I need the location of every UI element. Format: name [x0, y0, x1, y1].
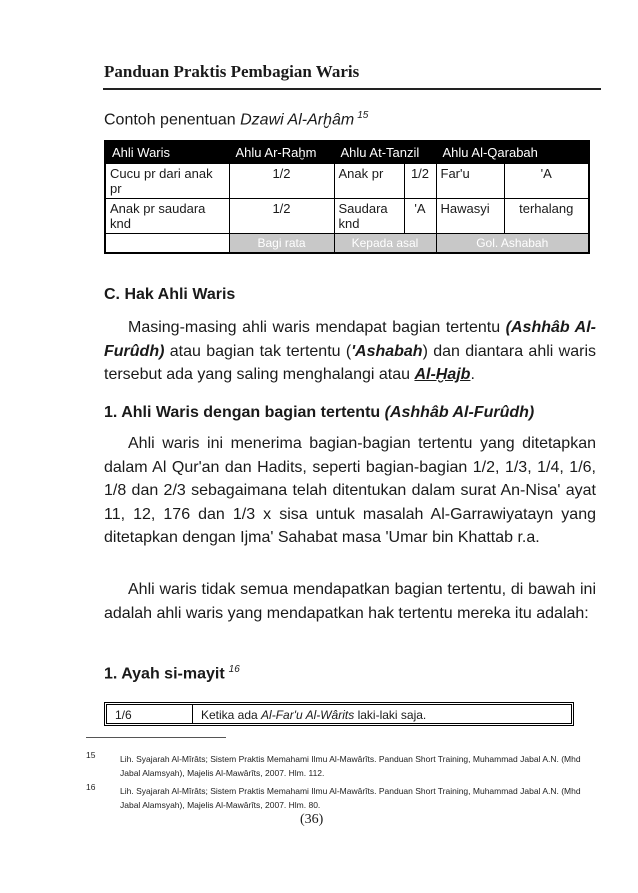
section-c-paragraph: Masing-masing ahli waris mendapat bagian tertentu (Ashhâb Al-Furûdh) atau bagian tak tertentu ('Ashabah) dan diantara ahli waris tersebut ada yang saling menghalangi atau Al-Ḫajb. [104, 319, 596, 383]
footnote-ref-15[interactable]: 15 [357, 110, 369, 121]
table-cell: Anak pr saudara knd [105, 199, 229, 234]
table-cell: 1/2 [229, 164, 334, 199]
table-summary-cell: Bagi rata [229, 234, 334, 254]
table-cell: 'A [404, 199, 436, 234]
table-cell: 1/2 [404, 164, 436, 199]
table-cell-empty [105, 234, 229, 254]
header-divider [103, 88, 601, 90]
table-row [105, 164, 589, 199]
table-header: Ahlu Ar-Raḫm [229, 141, 334, 164]
footnote-ref-16[interactable]: 16 [228, 664, 240, 675]
footnote-divider [86, 737, 226, 738]
table-header: Ahlu Al-Qarabah [436, 141, 589, 164]
section-heading-c: C. Hak Ahli Waris [104, 286, 236, 303]
table-header-row [105, 141, 589, 164]
ayah-heading: 1. Ayah si-mayit $^{16}$ [104, 664, 240, 683]
table-cell: Cucu pr dari anak pr [105, 164, 229, 199]
footnote-16: 16 Lih. Syajarah Al-Mîrâts; Sistem Praktis Memahami Ilmu Al-Mawârîts. Panduan Short Training, Muhammad Jabal A.N. (Mhd Jabal Alamsyah), Majelis Al-Mawârîts, 2007. Hlm. 80. [86, 782, 581, 810]
example-title-prefix: Contoh penentuan [104, 111, 241, 129]
ayah-share-condition: Ketika ada Al-Far'u Al-Wârits laki-laki saja. [201, 708, 427, 722]
running-head: Panduan Praktis Pembagian Waris [104, 62, 360, 81]
heir-table [104, 140, 590, 254]
table-cell: 'A [504, 164, 589, 199]
example-title-italic: Dzawi Al-Arḫâm [240, 111, 355, 129]
ayah-share-value: 1/6 [107, 705, 193, 723]
subsection-heading-1: 1. Ahli Waris dengan bagian tertentu (Ashhâb Al-Furûdh) [104, 404, 535, 421]
example-title [104, 110, 368, 129]
table-cell: 1/2 [229, 199, 334, 234]
table-summary-cell: Gol. Ashabah [436, 234, 589, 254]
table-cell: terhalang [504, 199, 589, 234]
subsection-paragraph-1: Ahli waris ini menerima bagian-bagian tertentu yang ditetapkan dalam Al Qur'an dan Hadits, seperti bagian-bagian 1/2, 1/3, 1/4, 1/6, 1/8 dan 2/3 sebagaimana telah ditentukan dalam surat An-Nisa' ayat 11, 12, 176 dan 1/3 x sisa untuk masalah Al-Garrawiyatayn yang ditetapkan dengan Ijma' Sahabat masa 'Umar bin Khattab r.a. [104, 435, 596, 546]
table-row [105, 199, 589, 234]
table-header: Ahlu At-Tanzil [334, 141, 436, 164]
table-cell: Saudara knd [334, 199, 404, 234]
footnote-15: 15 Lih. Syajarah Al-Mîrâts; Sistem Praktis Memahami Ilmu Al-Mawârîts. Panduan Short Training, Muhammad Jabal A.N. (Mhd Jabal Alamsyah), Majelis Al-Mawârîts, 2007. Hlm. 112. [86, 750, 581, 778]
ayah-share-box [104, 702, 574, 726]
table-header: Ahli Waris [105, 141, 229, 164]
table-cell: Anak pr [334, 164, 404, 199]
table-cell: Far'u [436, 164, 504, 199]
table-summary-cell: Kepada asal [334, 234, 436, 254]
page-number: (36) [300, 812, 324, 827]
table-cell: Hawasyi [436, 199, 504, 234]
subsection-paragraph-2: Ahli waris tidak semua mendapatkan bagian tertentu, di bawah ini adalah ahli waris yang mendapatkan hak tertentu mereka itu adalah: [104, 581, 596, 622]
table-summary-row [105, 234, 589, 254]
